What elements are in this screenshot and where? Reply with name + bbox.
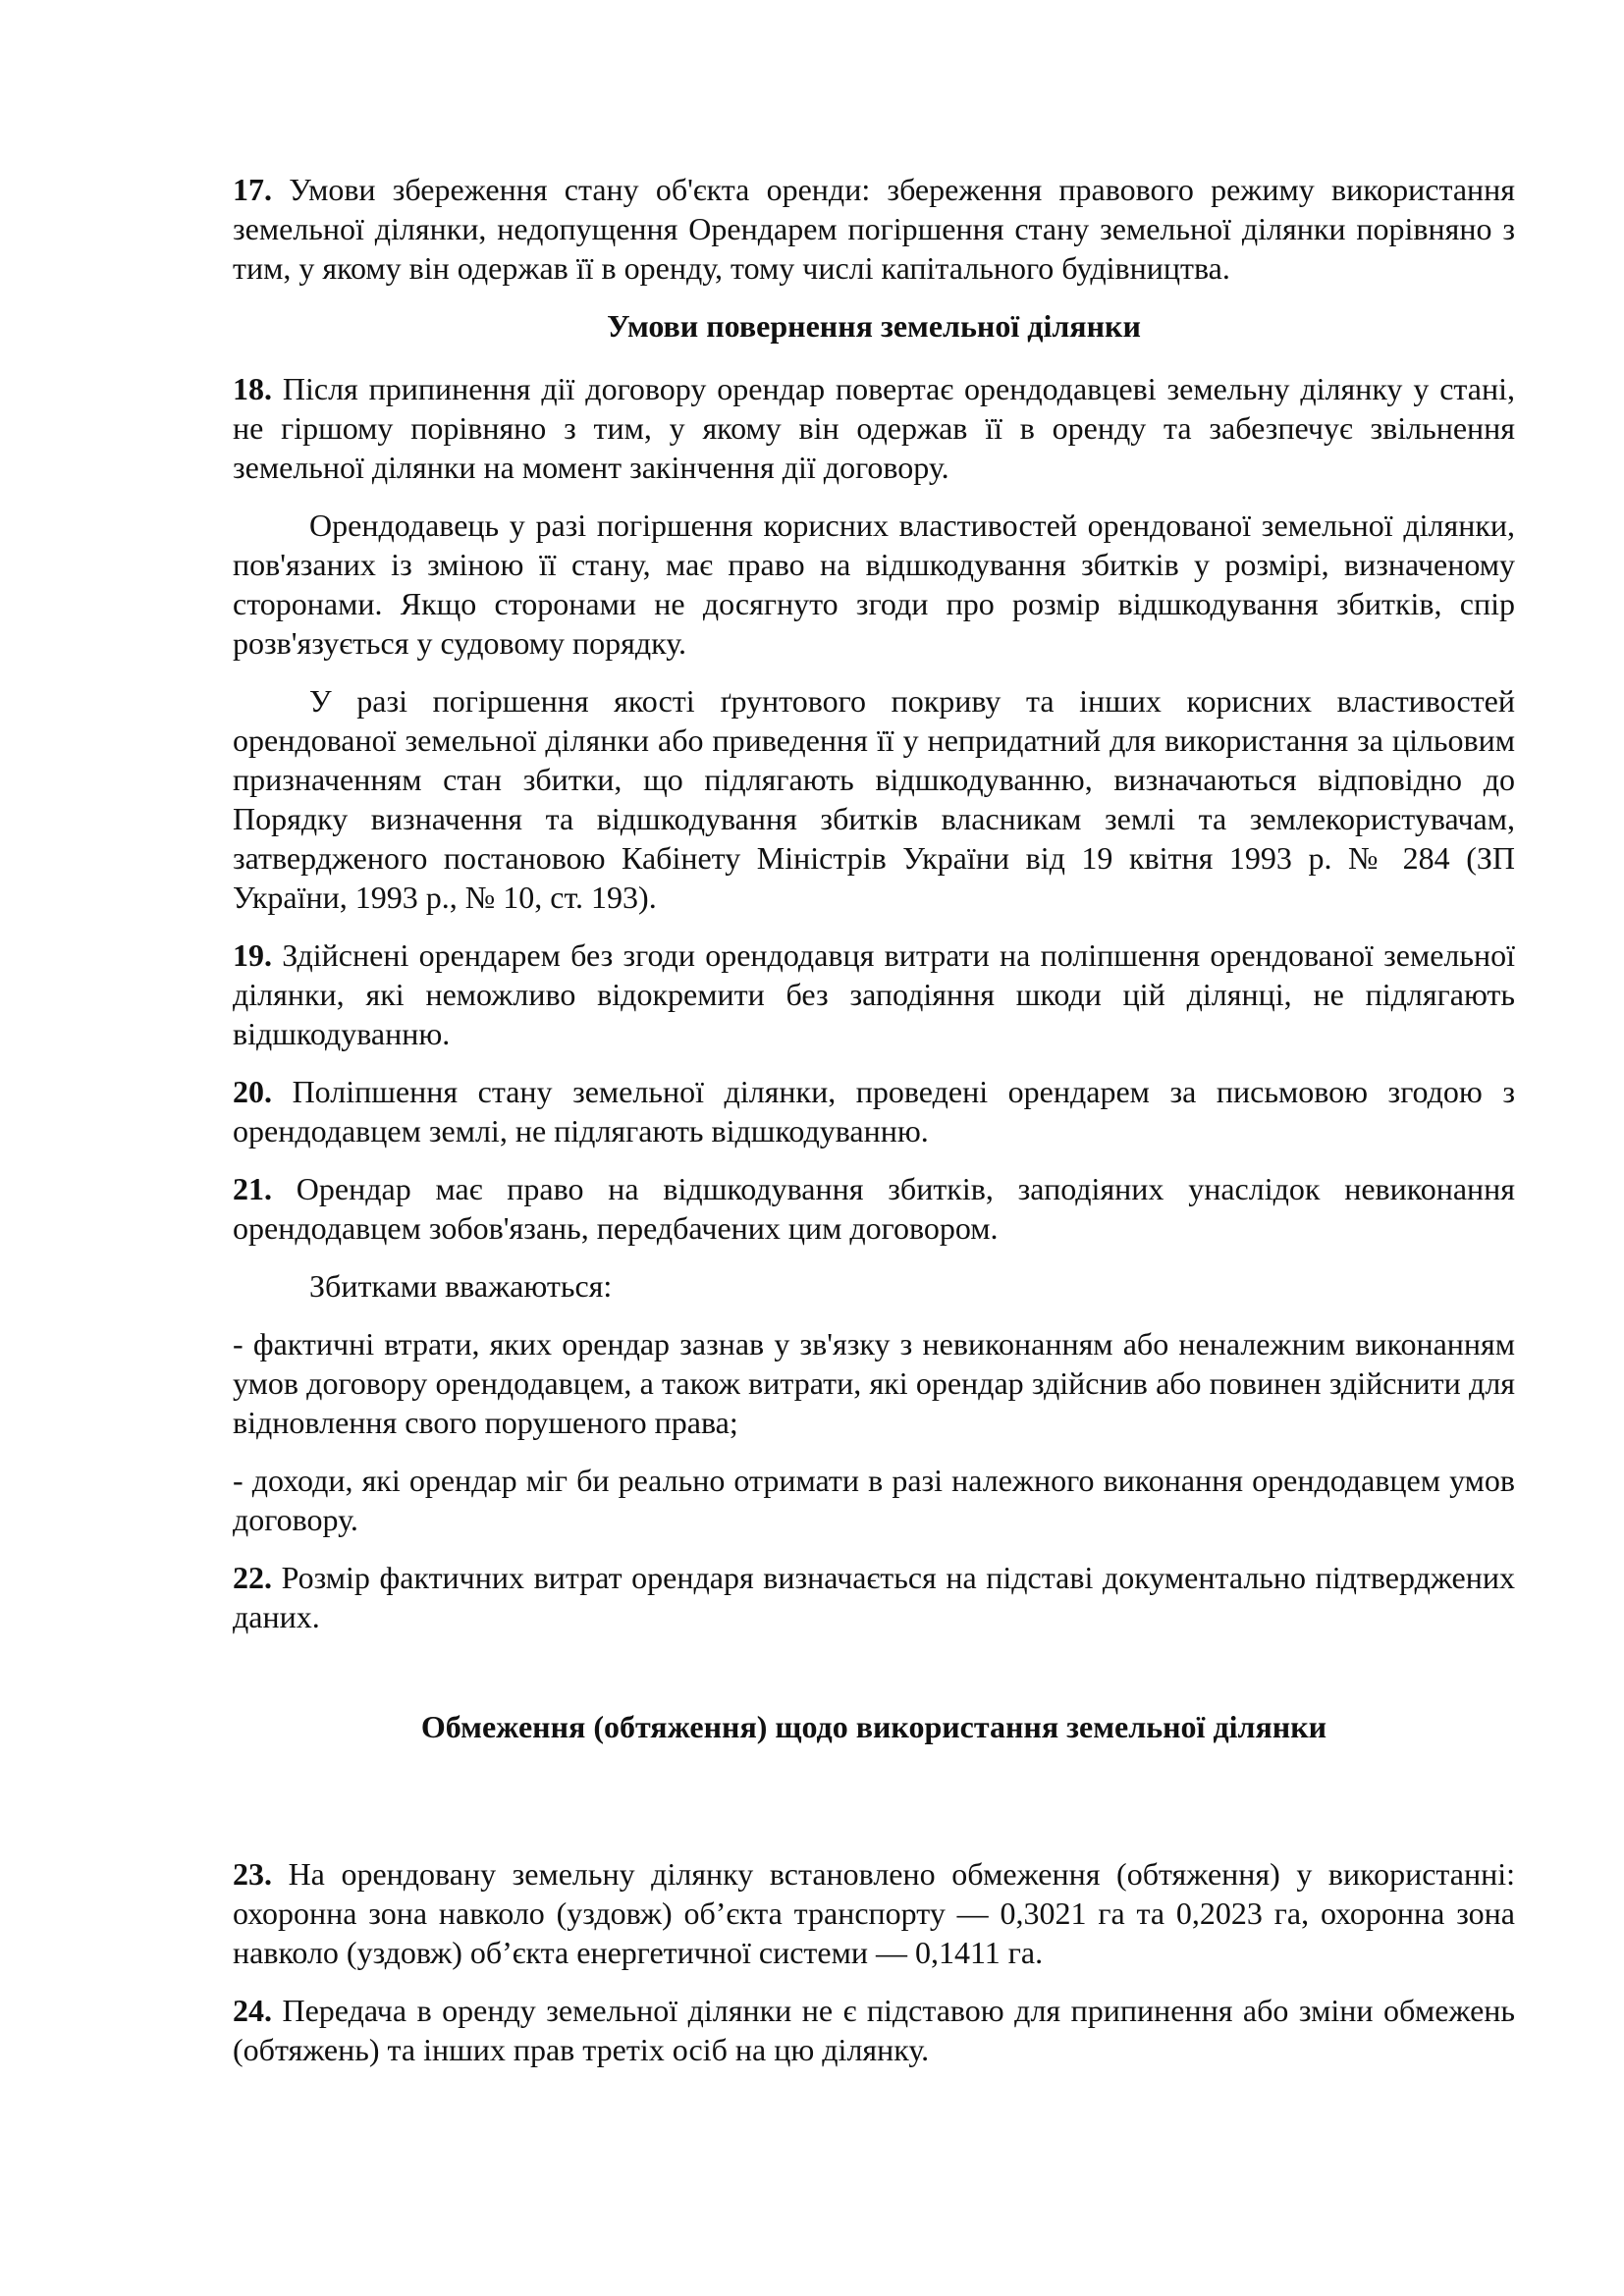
clause-number: 19. — [233, 937, 272, 973]
clause-19 — [233, 935, 1515, 1053]
clause-number: 20. — [233, 1074, 272, 1109]
clause-number: 24. — [233, 1993, 272, 2028]
clause-text: Передача в оренду земельної ділянки не є підставою для припинення або зміни обмежень (обтяжень) та інших прав третіх осіб на цю ділянку. — [233, 1993, 1515, 2067]
clause-17 — [233, 170, 1515, 288]
clause-number: 17. — [233, 172, 272, 207]
losses-item-2: - доходи, які орендар міг би реально отримати в разі належного виконання орендодавцем умов договору. — [233, 1463, 1515, 1537]
clause-number: 21. — [233, 1171, 272, 1206]
clause-number: 23. — [233, 1856, 272, 1892]
clause-21 — [233, 1169, 1515, 1248]
section-heading-return: Умови повернення земельної ділянки — [607, 308, 1141, 344]
clause-20 — [233, 1072, 1515, 1150]
clause-18-paragraph-a: Орендодавець у разі погіршення корисних властивостей орендованої земельної ділянки, пов'язаних із зміною її стану, має право на відшкодування збитків у розмірі, визначеному сторонами. Якщо сторонами не досягнуто згоди про розмір відшкодування збитків, спір розв'язується у судовому порядку. — [233, 507, 1515, 661]
clause-24 — [233, 1991, 1515, 2069]
clause-text: Розмір фактичних витрат орендаря визначається на підставі документально підтверджених даних. — [233, 1560, 1515, 1634]
section-heading-limits: Обмеження (обтяження) щодо використання земельної ділянки — [420, 1709, 1327, 1744]
clause-text: Умови збереження стану об'єкта оренди: збереження правового режиму використання земельної ділянки, недопущення Орендарем погіршення стану земельної ділянки порівняно з тим, у якому він одержав її в оренду, тому числі капітального будівництва. — [233, 172, 1515, 286]
clause-22 — [233, 1558, 1515, 1636]
clause-23 — [233, 1854, 1515, 1972]
clause-text: На орендовану земельну ділянку встановлено обмеження (обтяження) у використанні: охоронна зона навколо (уздовж) об’єкта транспорту — 0,3021 га та 0,2023 га, охоронна зона навколо (уздовж) об’єкта енергетичної системи — 0,1411 га. — [233, 1856, 1515, 1970]
clause-number: 18. — [233, 371, 272, 406]
clause-18 — [233, 369, 1515, 487]
clause-text: Після припинення дії договору орендар повертає орендодавцеві земельну ділянку у стані, не гіршому порівняно з тим, у якому він одержав її в оренду та забезпечує звільнення земельної ділянки на момент закінчення дії договору. — [233, 371, 1515, 485]
losses-intro: Збитками вважаються: — [309, 1268, 613, 1304]
document-body — [233, 170, 1515, 2088]
clause-number: 22. — [233, 1560, 272, 1595]
clause-text: Орендар має право на відшкодування збитків, заподіяних унаслідок невиконання орендодавцем зобов'язань, передбачених цим договором. — [233, 1171, 1515, 1246]
clause-text: Поліпшення стану земельної ділянки, проведені орендарем за письмовою згодою з орендодавцем землі, не підлягають відшкодуванню. — [233, 1074, 1515, 1148]
clause-text: Здійснені орендарем без згоди орендодавця витрати на поліпшення орендованої земельної ділянки, які неможливо відокремити без заподіяння шкоди цій ділянці, не підлягають відшкодуванню. — [233, 937, 1515, 1051]
losses-item-1: - фактичні втрати, яких орендар зазнав у зв'язку з невиконанням або неналежним виконанням умов договору орендодавцем, а також витрати, які орендар здійснив або повинен здійснити для відновлення свого порушеного права; — [233, 1326, 1515, 1440]
clause-18-paragraph-b: У разі погіршення якості ґрунтового покриву та інших корисних властивостей орендованої земельної ділянки або приведення її у непридатний для використання за цільовим призначенням стан збитки, що підлягають відшкодуванню, визначаються відповідно до Порядку визначення та відшкодування збитків власникам землі та землекористувачам, затвердженого постановою Кабінету Міністрів України від 19 квітня 1993 р. № 284 (ЗП України, 1993 р., № 10, ст. 193). — [233, 683, 1515, 915]
